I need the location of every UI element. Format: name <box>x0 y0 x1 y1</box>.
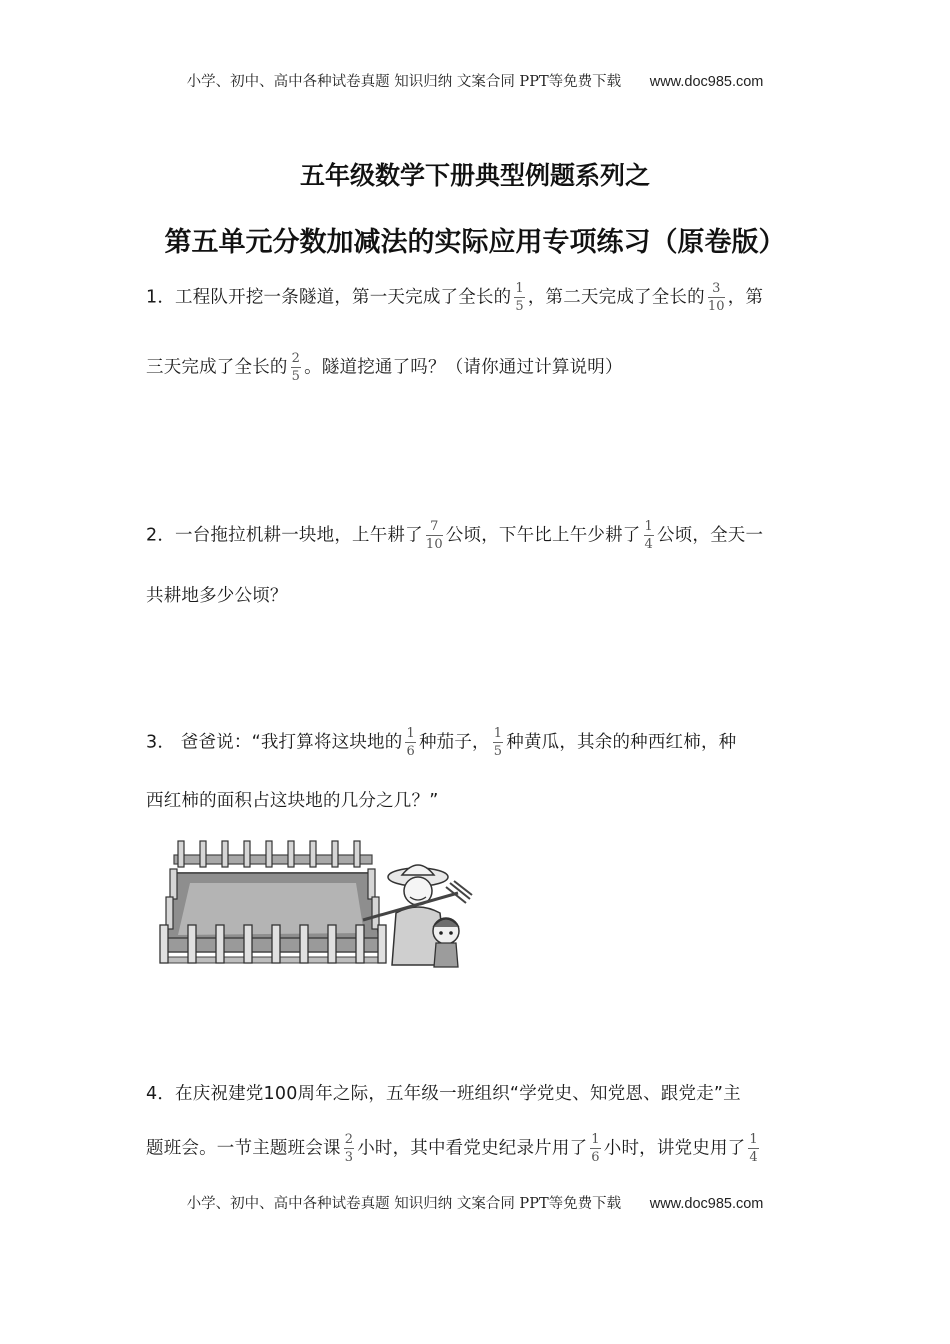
child-figure <box>433 918 459 967</box>
q4-line-2 <box>146 1133 762 1164</box>
q1-text-b: ，第二天完成了全长的 <box>527 287 705 308</box>
q2-text-a: 2．一台拖拉机耕一块地，上午耕了 <box>146 525 423 546</box>
q4-line-1 <box>146 1080 741 1105</box>
q1-fraction-2: $\frac{3}{10}$ <box>707 281 725 314</box>
q3-text-d: 西红柿的面积占这块地的几分之几？” <box>146 791 439 811</box>
fenced-field-image <box>158 835 478 970</box>
q3-fraction-1: $\frac{1}{6}$ <box>406 726 415 759</box>
q1-line-2 <box>146 352 623 383</box>
page-footer <box>0 1192 950 1213</box>
q1-fraction-3: $\frac{2}{5}$ <box>291 351 301 384</box>
q1-line-1 <box>146 282 763 313</box>
q3-line-2 <box>146 787 438 812</box>
q3-text-a: 3． 爸爸说：“我打算将这块地的 <box>146 732 403 753</box>
q3-fraction-2: $\frac{1}{5}$ <box>493 726 503 759</box>
q4-fraction-2: $\frac{1}{6}$ <box>591 1132 600 1165</box>
footer-url[interactable]: www.doc985.com <box>649 1196 764 1212</box>
title-line-1: 五年级数学下册典型例题系列之 <box>299 161 650 190</box>
q2-text-b: 公顷，下午比上午少耕了 <box>445 525 641 546</box>
q4-text-a: 4．在庆祝建党100周年之际，五年级一班组织“学党史、知党恩、跟党走”主 <box>146 1084 741 1104</box>
q2-line-2 <box>146 582 288 607</box>
header-url[interactable]: www.doc985.com <box>649 74 764 90</box>
title-line-2: 第五单元分数加减法的实际应用专项练习（原卷版） <box>164 227 786 258</box>
q4-text-d: 小时，讲党史用了 <box>603 1138 746 1159</box>
footer-text: 小学、初中、高中各种试卷真题 知识归纳 文案合同 PPT等免费下载 <box>186 1196 622 1212</box>
q1-fraction-1: $\frac{1}{5}$ <box>515 281 524 314</box>
q2-text-d: 共耕地多少公顷？ <box>146 586 288 606</box>
header-text: 小学、初中、高中各种试卷真题 知识归纳 文案合同 PPT等免费下载 <box>186 74 622 90</box>
q3-text-b: 种茄子， <box>418 732 490 753</box>
q4-fraction-1: $\frac{2}{3}$ <box>344 1132 354 1165</box>
q2-line-1 <box>146 520 763 551</box>
q2-fraction-1: $\frac{7}{10}$ <box>425 519 443 552</box>
field-illustration <box>158 835 478 970</box>
page-header <box>0 70 950 91</box>
q1-text-a: 1．工程队开挖一条隧道，第一天完成了全长的 <box>146 287 512 308</box>
q4-fraction-3: $\frac{1}{4}$ <box>749 1132 758 1165</box>
q3-line-1 <box>146 727 736 758</box>
q1-text-c: ，第 <box>727 287 764 308</box>
q4-text-b: 题班会。一节主题班会课 <box>146 1138 341 1159</box>
q1-text-d: 三天完成了全长的 <box>146 357 288 378</box>
q2-fraction-2: $\frac{1}{4}$ <box>644 519 653 552</box>
q2-text-c: 公顷，全天一 <box>656 525 764 546</box>
q4-text-c: 小时，其中看党史纪录片用了 <box>357 1138 588 1159</box>
q1-text-e: 。隧道挖通了吗？（请你通过计算说明） <box>304 357 623 378</box>
q3-text-c: 种黄瓜，其余的种西红柿，种 <box>506 732 737 753</box>
